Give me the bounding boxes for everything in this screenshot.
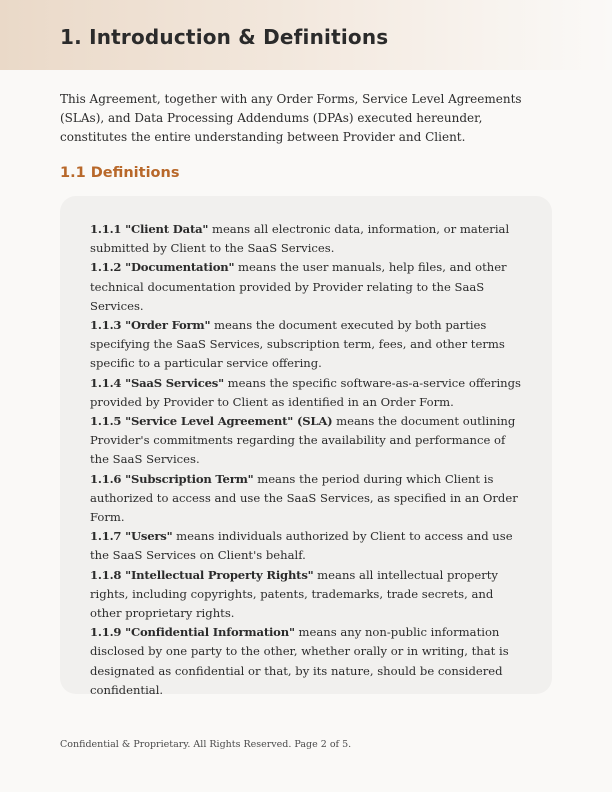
definition-term: 1.1.3 "Order Form" — [90, 318, 211, 333]
definition-item — [90, 470, 522, 528]
definition-term: 1.1.8 "Intellectual Property Rights" — [90, 567, 314, 582]
definition-text: means the user manuals, help files, and other technical documentation provided by Provider relating to the SaaS Services. — [90, 260, 507, 313]
definition-text: means any non-public information disclosed by one party to the other, whether orally or in writing, that is designated as confidential or that, by its nature, should be considered confidential. — [90, 625, 509, 697]
definition-item — [90, 412, 522, 470]
definition-text: means all intellectual property rights, including copyrights, patents, trademarks, trade secrets, and other proprietary rights. — [90, 567, 498, 621]
definition-item — [90, 258, 522, 316]
definition-term: 1.1.5 "Service Level Agreement" (SLA) — [90, 414, 333, 429]
definition-term: 1.1.9 "Confidential Information" — [90, 625, 295, 640]
definition-item — [90, 220, 522, 258]
definition-text: means the document executed by both parties specifying the SaaS Services, subscription term, fees, and other terms specific to a particular service offering. — [90, 318, 505, 371]
definition-item — [90, 527, 522, 565]
intro-paragraph: This Agreement, together with any Order Forms, Service Level Agreements (SLAs), and Data Processing Addendums (DPAs) executed hereunder, constitutes the entire understanding between Provider and Client. — [60, 92, 522, 144]
definitions-box — [60, 196, 552, 697]
definition-term: 1.1.2 "Documentation" — [90, 260, 235, 275]
definition-term: 1.1.1 "Client Data" — [90, 222, 209, 236]
definition-item — [90, 566, 522, 624]
definition-term: 1.1.6 "Subscription Term" — [90, 471, 254, 486]
definition-item — [90, 374, 522, 412]
definition-term: 1.1.4 "SaaS Services" — [90, 375, 224, 390]
page-footer: Confidential & Proprietary. All Rights Reserved. Page 2 of 5. — [60, 739, 352, 750]
definition-text: means all electronic data, information, or material submitted by Client to the SaaS Services. — [90, 222, 510, 256]
page-title: 1. Introduction & Definitions — [60, 25, 389, 49]
definition-item — [90, 316, 522, 374]
definition-text: means individuals authorized by Client to access and use the SaaS Services on Client's behalf. — [90, 529, 513, 563]
definition-text: means the specific software-as-a-service offerings provided by Provider to Client as identified in an Order Form. — [90, 375, 522, 409]
definition-item — [90, 623, 522, 700]
definition-text: means the period during which Client is authorized to access and use the SaaS Services, as specified in an Order Form. — [90, 471, 518, 525]
definition-term: 1.1.7 "Users" — [90, 529, 173, 544]
definition-text: means the document outlining Provider's commitments regarding the availability and performance of the SaaS Services. — [90, 414, 516, 467]
section-heading-definitions: 1.1 Definitions — [60, 165, 180, 181]
